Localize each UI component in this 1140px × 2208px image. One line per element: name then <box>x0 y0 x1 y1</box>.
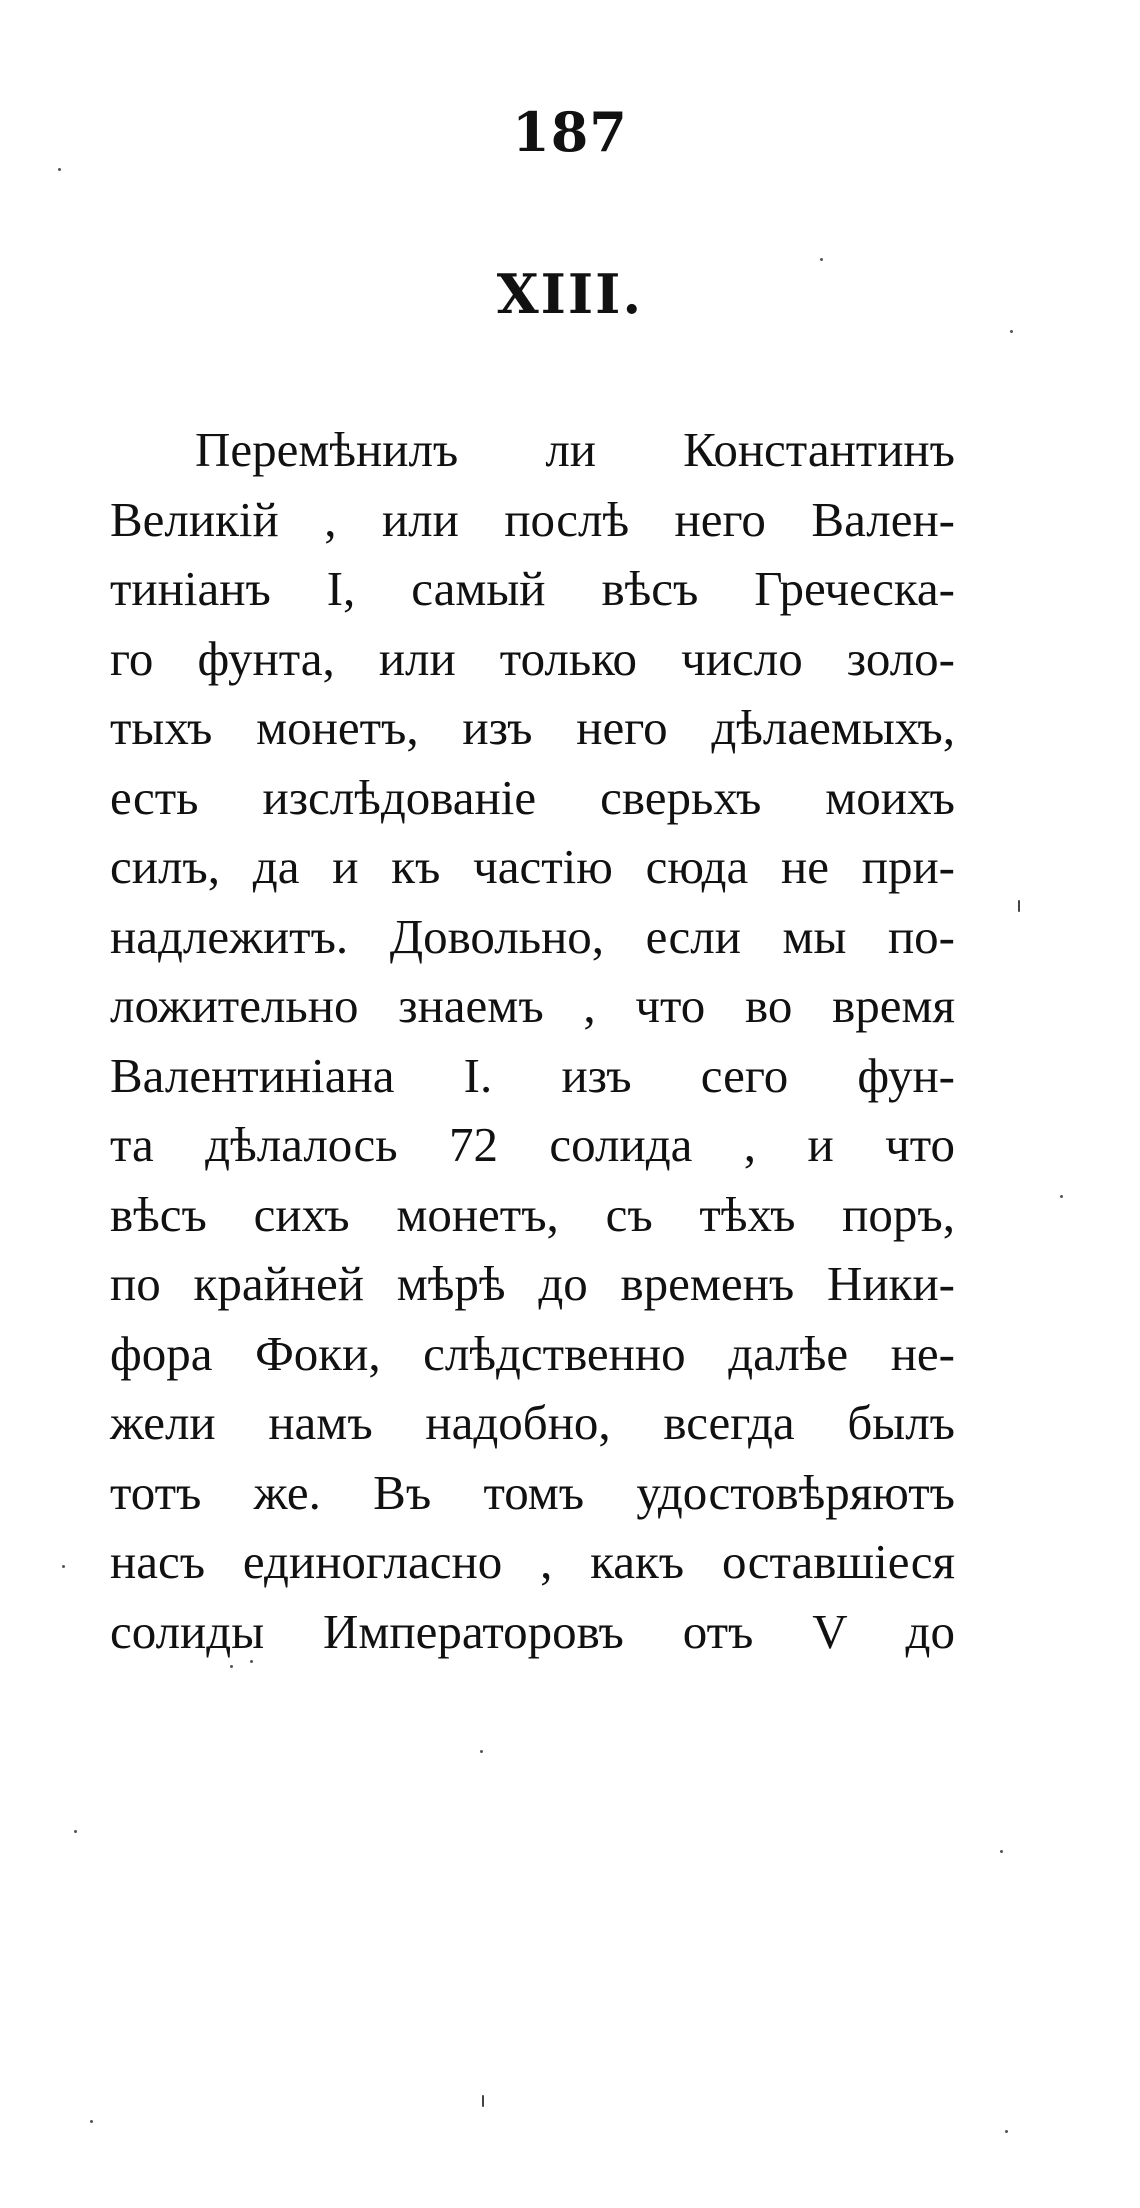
scan-speck <box>1000 1850 1003 1853</box>
text-line: жели намъ надобно, всегда былъ <box>110 1395 955 1450</box>
scan-speck <box>480 1750 483 1753</box>
text-line: насъ единогласно , какъ оставшіеся <box>110 1534 955 1589</box>
text-line: есть изслѣдованіе сверьхъ моихъ <box>110 769 955 825</box>
scan-speck <box>820 258 823 261</box>
scan-speck <box>90 2120 93 2123</box>
page-number: 187 <box>512 100 628 164</box>
text-line: го фунта, или только число золо- <box>110 630 955 686</box>
body-paragraph <box>110 415 955 1666</box>
text-line: ложительно знаемъ , что во время <box>110 978 955 1033</box>
section-heading: XIII. <box>496 262 644 326</box>
text-line: Великій , или послѣ него Вален- <box>110 491 955 547</box>
scan-speck <box>482 2095 484 2107</box>
text-line: тиніанъ I, самый вѣсъ Греческа- <box>110 561 955 616</box>
text-line: силъ, да и къ частію сюда не при- <box>110 839 955 894</box>
text-line: вѣсъ сихъ монетъ, съ тѣхъ поръ, <box>110 1186 955 1242</box>
scan-speck <box>1060 1195 1063 1198</box>
text-line: Валентиніана I. изъ сего фун- <box>110 1047 955 1103</box>
scan-speck <box>1005 2130 1008 2133</box>
text-line: тыхъ монетъ, изъ него дѣлаемыхъ, <box>110 700 955 755</box>
text-line: по крайней мѣрѣ до временъ Ники- <box>110 1256 955 1311</box>
text-line: фора Фоки, слѣдственно далѣе не- <box>110 1325 955 1381</box>
scan-speck <box>62 1565 65 1568</box>
text-line: надлежитъ. Довольно, если мы по- <box>110 908 955 964</box>
scan-speck <box>250 1660 253 1663</box>
text-line: та дѣлалось 72 солида , и что <box>110 1117 955 1172</box>
scan-speck <box>230 1665 233 1668</box>
scan-speck <box>74 1830 77 1833</box>
text-line: солиды Императоровъ отъ V до <box>110 1603 955 1659</box>
scan-speck <box>1010 330 1013 333</box>
text-line: тотъ же. Въ томъ удостовѣряютъ <box>110 1464 955 1520</box>
text-line: Перемѣнилъ ли Константинъ <box>195 422 955 477</box>
scan-speck <box>58 168 61 171</box>
scan-speck <box>1018 900 1020 912</box>
